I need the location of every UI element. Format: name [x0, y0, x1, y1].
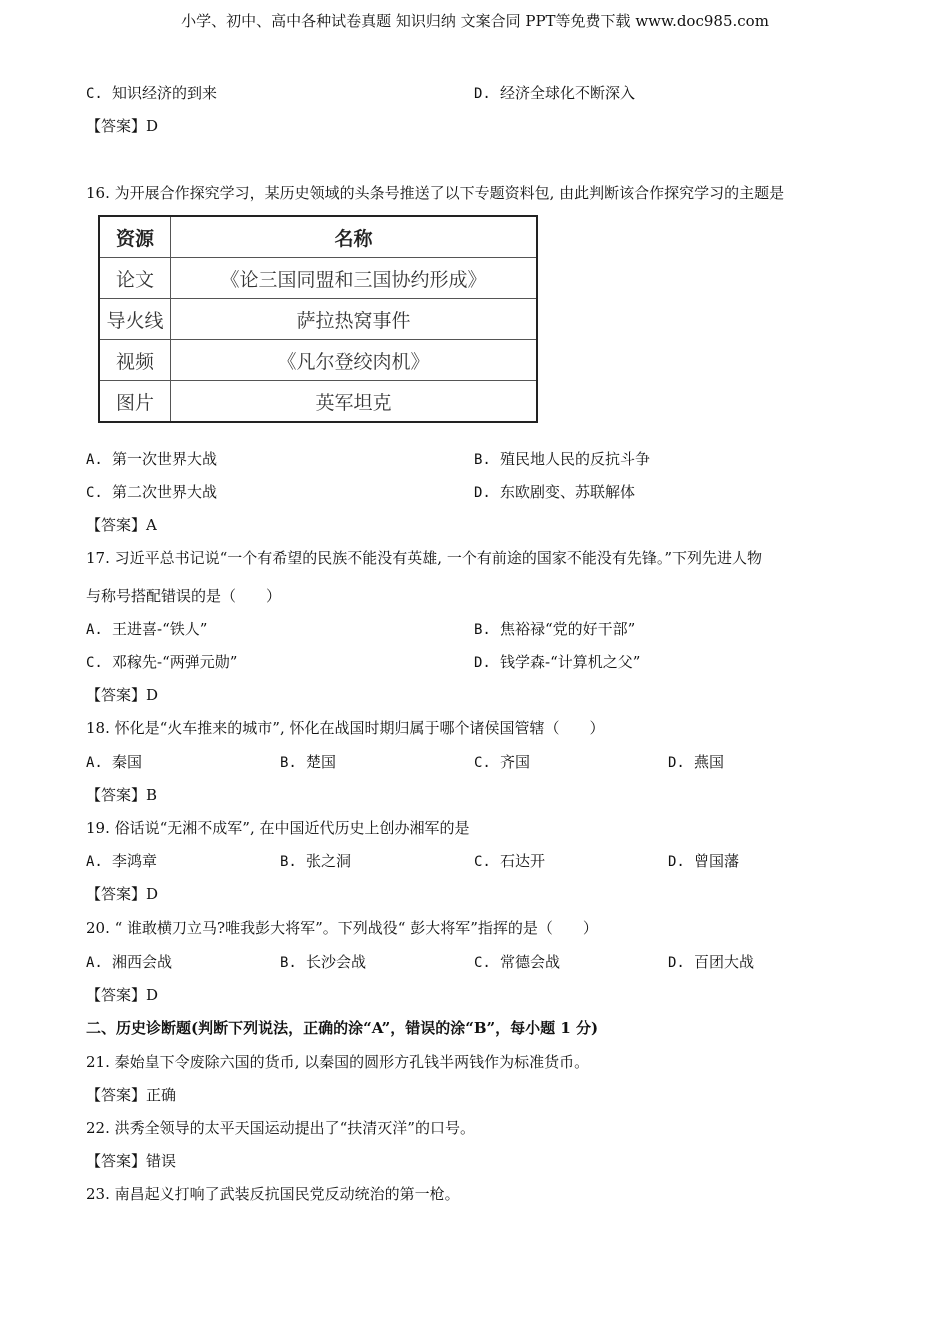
q20-option-d: D. 百团大战 — [668, 953, 755, 971]
q17-option-d: D. 钱学森-“计算机之父” — [474, 653, 641, 671]
q16-stem: 16. 为开展合作探究学习，某历史领域的头条号推送了以下专题资料包, 由此判断该合作探究学习的主题是 — [86, 184, 785, 202]
q17-stem-continued: 与称号搭配错误的是（ ） — [86, 587, 282, 605]
q17-answer: 【答案】D — [86, 686, 159, 704]
q17-option-b: B. 焦裕禄“党的好干部” — [474, 620, 636, 638]
q23-stem: 23. 南昌起义打响了武装反抗国民党反动统治的第一枪。 — [86, 1185, 460, 1203]
q21-answer: 【答案】正确 — [86, 1086, 177, 1104]
q18-option-c: C. 齐国 — [474, 753, 531, 771]
q21-stem: 21. 秦始皇下令废除六国的货币, 以秦国的圆形方孔钱半两钱作为标准货币。 — [86, 1053, 590, 1071]
section-2-heading: 二、历史诊断题(判断下列说法，正确的涂“A”，错误的涂“B”，每小题 1 分) — [86, 1019, 599, 1037]
q22-stem: 22. 洪秀全领导的太平天国运动提出了“扶清灭洋”的口号。 — [86, 1119, 475, 1137]
table-cell: 视频 — [99, 340, 171, 381]
q16-answer: 【答案】A — [86, 516, 157, 534]
table-cell: 论文 — [99, 258, 171, 299]
table-row — [99, 381, 537, 423]
q16-option-c: C. 第二次世界大战 — [86, 483, 218, 501]
q16-option-a: A. 第一次世界大战 — [86, 450, 218, 468]
table-cell: 《论三国同盟和三国协约形成》 — [171, 258, 538, 299]
q18-option-a: A. 秦国 — [86, 753, 143, 771]
q16-resource-table — [98, 215, 538, 423]
table-cell: 萨拉热窝事件 — [171, 299, 538, 340]
q20-option-a: A. 湘西会战 — [86, 953, 173, 971]
table-header-cell: 资源 — [99, 216, 171, 258]
q15-option-c: C. 知识经济的到来 — [86, 84, 218, 102]
q19-option-a: A. 李鸿章 — [86, 852, 158, 870]
table-row — [99, 258, 537, 299]
q15-answer: 【答案】D — [86, 117, 159, 135]
table-row — [99, 299, 537, 340]
q20-option-c: C. 常德会战 — [474, 953, 561, 971]
table-header-row — [99, 216, 537, 258]
q17-stem: 17. 习近平总书记说“一个有希望的民族不能没有英雄, 一个有前途的国家不能没有先锋。”下列先进人物 — [86, 549, 763, 567]
q16-option-d: D. 东欧剧变、苏联解体 — [474, 483, 636, 501]
q22-answer: 【答案】错误 — [86, 1152, 177, 1170]
q18-option-d: D. 燕国 — [668, 753, 725, 771]
q15-option-d: D. 经济全球化不断深入 — [474, 84, 636, 102]
q18-stem: 18. 怀化是“火车推来的城市”, 怀化在战国时期归属于哪个诸侯国管辖（ ） — [86, 719, 605, 737]
q17-option-c: C. 邓稼先-“两弹元勋” — [86, 653, 238, 671]
q20-answer: 【答案】D — [86, 986, 159, 1004]
q19-option-c: C. 石达开 — [474, 852, 546, 870]
page-header: 小学、初中、高中各种试卷真题 知识归纳 文案合同 PPT等免费下载 www.doc985.com — [181, 12, 769, 30]
table-header-cell: 名称 — [171, 216, 538, 258]
q20-option-b: B. 长沙会战 — [280, 953, 367, 971]
table-row — [99, 340, 537, 381]
q19-option-b: B. 张之洞 — [280, 852, 352, 870]
q18-answer: 【答案】B — [86, 786, 158, 804]
table-cell: 导火线 — [99, 299, 171, 340]
table-cell: 《凡尔登绞肉机》 — [171, 340, 538, 381]
q18-option-b: B. 楚国 — [280, 753, 337, 771]
q19-answer: 【答案】D — [86, 885, 159, 903]
q17-option-a: A. 王进喜-“铁人” — [86, 620, 208, 638]
q20-stem: 20. “ 谁敢横刀立马?唯我彭大将军”。下列战役“ 彭大将军”指挥的是（ ） — [86, 919, 598, 937]
q16-option-b: B. 殖民地人民的反抗斗争 — [474, 450, 651, 468]
q19-stem: 19. 俗话说“无湘不成军”, 在中国近代历史上创办湘军的是 — [86, 819, 470, 837]
q19-option-d: D. 曾国藩 — [668, 852, 740, 870]
table-cell: 英军坦克 — [171, 381, 538, 423]
table-cell: 图片 — [99, 381, 171, 423]
